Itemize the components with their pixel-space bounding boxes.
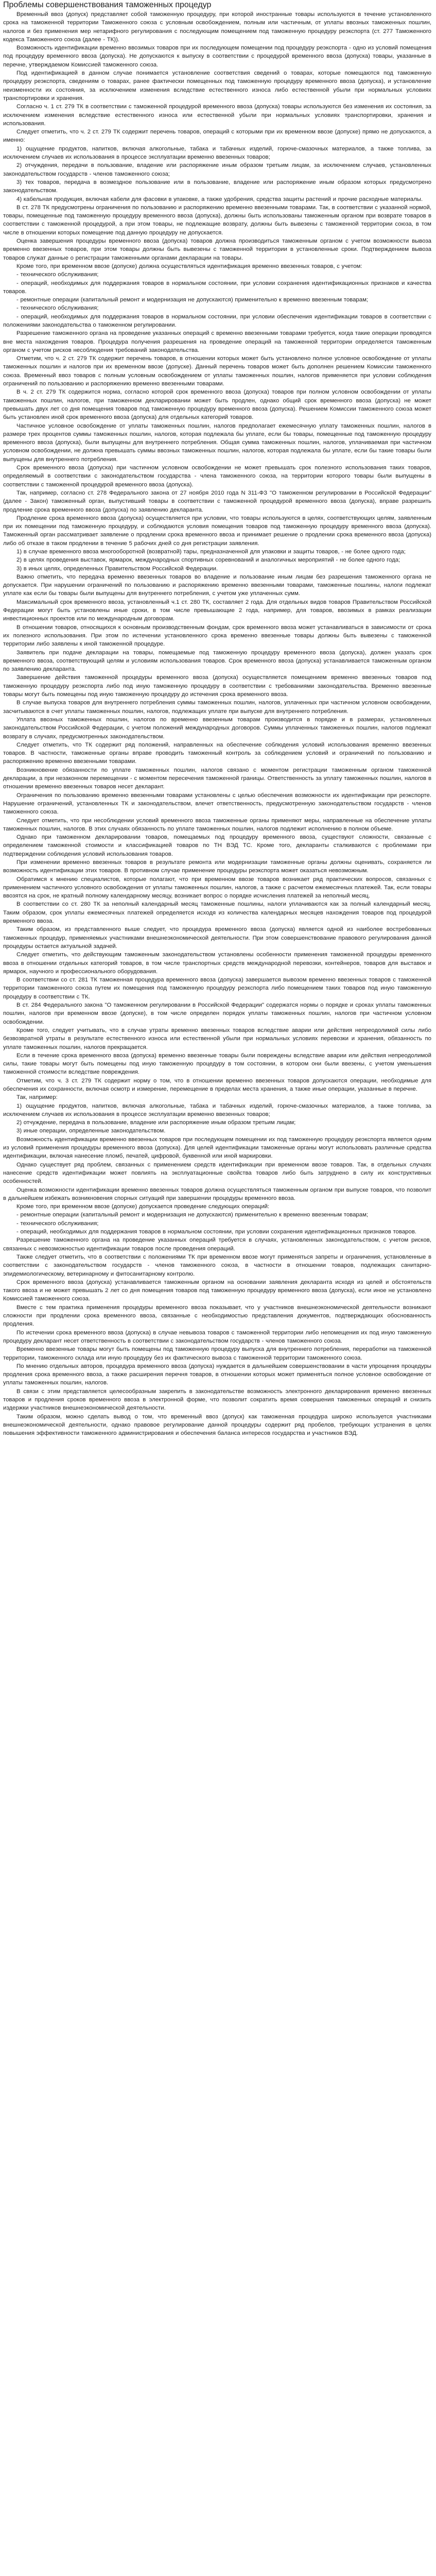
paragraph: При изменении временно ввезенных товаров в результате ремонта или модернизации таможенные органы должны оценивать, сохраняется ли возможность идентификации этих товаров. В противном случае применение процедуры реэкспорта может оказаться невозможным. [3,859,431,874]
paragraph: Так, например, согласно ст. 278 Федерального закона от 27 ноября 2010 года N 311-ФЗ "О таможенном регулировании в Российской Федерации" (далее - Закон) таможенный орган, выпустивший товары в соответствии с таможенной процедурой временного ввоза (допуска), вправе разрешить продление срока временного ввоза (допуска) по заявлению декларанта. [3,489,431,513]
paragraph: Завершение действия таможенной процедуры временного ввоза (допуска) осуществляется помещением временно ввезенных товаров под таможенную процедуру реэкспорта либо под иную таможенную процедуру в соответствии с требованиями законодательства. Временно ввезенные товары могут быть помещены под иную таможенную процедуру до истечения срока временного ввоза. [3,674,431,698]
paragraph: 2) в целях проведения выставок, ярмарок, международных спортивных соревнований и аналогичных мероприятий - не более одного года; [16,557,400,564]
paragraph: 1) ощущение продуктов, напитков, включая алкогольные, табака и табачных изделий, горюче-смазочных материалов, а также топлива, за исключением случаев их использования в процессе эксплуатации временно ввезенных товаров; [3,145,431,161]
paragraph: Отметим, что ч. 2 ст. 279 ТК содержит перечень товаров, в отношении которых может быть установлено полное условное освобождение от уплаты таможенных пошлин и налогов при их временном ввозе (допуске). Данный перечень товаров может быть дополнен решением Комиссии таможенного союза. Временный ввоз товаров с полным условным освобождением от уплаты таможенных пошлин, налогов применяется при условии соблюдения ограничений по пользованию и распоряжению временно ввезенными товарами. [3,355,431,387]
paragraph: 2) отчуждение, передача в пользование, владение или распоряжение иным образом третьим лицам; [16,1120,296,1126]
paragraph: 2) отчуждения, передачи в пользование, владение или распоряжение иным образом третьим лицам, за исключением случаев, установленных законодательством государств - членов таможенного союза; [3,162,431,177]
paragraph: В ст. 284 Федерального закона "О таможенном регулировании в Российской Федерации" содержатся нормы о порядке и сроках уплаты таможенных пошлин, налогов при временном ввозе (допуске), в том числе определен порядок уплаты таможенных пошлин, налогов при частичном условном освобождении. [3,1002,431,1025]
paragraph: Следует отметить, что ТК содержит ряд положений, направленных на обеспечение соблюдения условий использования временно ввезенных товаров. В частности, таможенные органы вправе проводить таможенный контроль за соблюдением условий и ограничений по пользованию и распоряжению временно ввезенными товарами. [3,741,431,765]
paragraph: - операций, необходимых для поддержания товаров в нормальном состоянии, при условии сохранения идентификационных признаков товаров. [16,1229,417,1235]
paragraph: В ч. 2 ст. 279 ТК содержится норма, согласно которой срок временного ввоза (допуска) товаров при полном условном освобождении от уплаты таможенных пошлин, налогов, при таможенном декларировании может быть продлен, однако общий срок временного ввоза (допуска) не может превышать двух лет со дня помещения товаров под таможенную процедуру временного ввоза (допуска). Решением Комиссии таможенного союза может быть установлен иной срок временного ввоза (допуска) для отдельных категорий товаров. [3,389,431,421]
paragraph: По истечении срока временного ввоза (допуска) в случае невывоза товаров с таможенной территории либо непомещения их под иную таможенную процедуру декларант несет ответственность в соответствии с законодательством государств - членов таможенного союза. [3,1329,431,1344]
paragraph: 4) кабельная продукция, включая кабели для фасовки в упаковке, а также удобрения, средства защиты растений и прочие расходные материалы. [16,196,423,202]
paragraph: Кроме того, при временном ввозе (допуске) допускается проведение следующих операций: [16,1204,270,1210]
paragraph: Ограничения по пользованию временно ввезенными товарами установлены с целью обеспечения возможности их идентификации при реэкспорте. Нарушение ограничений, установленных ТК и законодательством, влечет ответственность, предусмотренную законодательством государств - членов таможенного союза. [3,792,431,816]
paragraph: 1) ощущение продуктов, напитков, включая алкогольные, табака и табачных изделий, горюче-смазочных материалов, а также топлива, за исключением случаев их использования в процессе эксплуатации временно ввезенных товаров; [3,1103,431,1117]
paragraph: Возможность идентификации временно ввезенных товаров при последующем помещении их под таможенную процедуру реэкспорта является одним из условий применения процедуры временного ввоза (допуска). Для целей идентификации таможенные органы могут использовать различные средства идентификации, включая нанесение пломб, печатей, цифровой, буквенной или иной маркировки. [3,1136,431,1160]
paragraph: Отметим, что ч. 3 ст. 279 ТК содержит норму о том, что в отношении временно ввезенных товаров допускаются операции, необходимые для обеспечения их сохранности, включая осмотр и измерение, перемещение в пределах места хранения, а также иные операции, указанные в перечне. [3,1077,431,1092]
paragraph: Максимальный срок временного ввоза, установленный ч.1 ст. 280 ТК, составляет 2 года. Для отдельных видов товаров Правительством Российской Федерации могут быть установлены иные сроки, в том числе превышающие 2 года, например, для товаров, ввозимых в рамках реализации инвестиционных проектов или по международным договорам. [3,599,431,622]
paragraph: В соответствии со ст. 280 ТК за неполный календарный месяц таможенные пошлины, налоги уплачиваются как за полный календарный месяц. Таким образом, срок уплаты ежемесячных платежей определяется исходя из количества календарных месяцев нахождения товаров под процедурой временного ввоза. [3,901,431,925]
paragraph: Однако существует ряд проблем, связанных с применением средств идентификации при временном ввозе товаров. Так, в отдельных случаях нанесение средств идентификации может повлиять на эксплуатационные свойства товаров либо быть затруднено в силу их конструктивных особенностей. [3,1161,431,1185]
paragraph: Важно отметить, что передача временно ввезенных товаров во владение и пользование иным лицам без разрешения таможенного органа не допускается. При нарушении ограничений по пользованию и распоряжению временно ввезенными товарами, таможенные пошлины, налоги подлежат уплате как если бы товары были выпущены для внутреннего потребления, с учетом уже уплаченных сумм. [3,573,431,597]
paragraph: Таким образом, можно сделать вывод о том, что временный ввоз (допуск) как таможенная процедура широко используется участниками внешнеэкономической деятельности, однако правовое регулирование данной процедуры содержит ряд пробелов, требующих устранения в целях повышения эффективности таможенного администрирования и обеспечения баланса интересов государства и участников ВЭД. [3,1413,431,1437]
paragraph: Срок временного ввоза (допуска) устанавливается таможенным органом на основании заявления декларанта исходя из целей и обстоятельств такого ввоза и не может превышать 2 лет со дня помещения товаров под таможенную процедуру временного ввоза (допуска), если иное не установлено Комиссией таможенного союза. [3,1279,431,1302]
paragraph: Обратимся к мнению специалистов, которые полагают, что при временном ввозе товаров возникает ряд практических вопросов, связанных с применением частичного условного освобождения от уплаты таможенных пошлин, налогов, а также с расчетом ежемесячных платежей. Так, если товары ввозятся на срок, не кратный полному календарному месяцу, возникает вопрос о порядке исчисления платежей за неполный месяц. [3,876,431,900]
paragraph: 3) иные операции, определенные законодательством. [16,1128,166,1134]
paragraph: - операций, необходимых для поддержания товаров в нормальном состоянии, при условии сохранения идентификационных признаков и качества товаров. [3,280,431,295]
paragraph: Заявитель при подаче декларации на товары, помещаемые под таможенную процедуру временного ввоза (допуска), должен указать срок временного ввоза, соответствующий целям и условиям использования товаров. Срок временного ввоза (допуска) устанавливается таможенным органом по заявлению декларанта. [3,649,431,673]
paragraph: Так, например: [16,1094,58,1101]
paragraph: Срок временного ввоза (допуска) при частичном условном освобождении не может превышать срок полезного использования таких товаров, определяемый в соответствии с законодательством государства - члена таможенного союза, на территории которого товары были выпущены в соответствии с таможенной процедурой временного ввоза (допуска). [3,465,431,488]
paragraph: Продление срока временного ввоза (допуска) осуществляется при условии, что товары используются в целях, соответствующих целям, заявленным при их помещении под таможенную процедуру, и соблюдаются условия помещения товаров под таможенную процедуру временного ввоза (допуска). Таможенный орган рассматривает заявление о продлении срока временного ввоза и принимает решение о продлении срока временного ввоза (допуска) либо об отказе в таком продлении в течение 5 рабочих дней со дня регистрации заявления. [3,515,431,547]
paragraph: Разрешение таможенного органа на проведение указанных операций требуется в случаях, установленных законодательством, с учетом рисков, связанных с невозможностью идентификации товаров после проведения операций. [3,1237,431,1252]
paragraph: Частичное условное освобождение от уплаты таможенных пошлин, налогов предполагает ежемесячную уплату таможенных пошлин, налогов в размере трех процентов суммы таможенных пошлин, налогов, которая подлежала бы уплате, если бы товары, помещенные под таможенную процедуру временного ввоза (допуска), были выпущены для внутреннего потребления. Общая сумма таможенных пошлин, налогов, уплачиваемая при частичном условном освобождении, не должна превышать суммы ввозных таможенных пошлин, налогов, которая подлежала бы уплате, если бы такие товары были выпущены для внутреннего потребления. [3,422,431,463]
paragraph: - ремонтные операции (капитальный ремонт и модернизация не допускаются) применительно к временно ввезенным товарам; [16,297,369,303]
paragraph: Временный ввоз (допуск) представляет собой таможенную процедуру, при которой иностранные товары используются в течение установленного срока на таможенной территории Таможенного союза с условным освобождением, полным или частичным, от уплаты ввозных таможенных пошлин, налогов и без применения мер нетарифного регулирования с последующим помещением под таможенную процедуру реэкспорта (ст. 277 Таможенного кодекса Таможенного союза (далее - ТК)). [3,11,431,43]
paragraph: Разрешение таможенного органа на проведение указанных операций с временно ввезенными товарами требуется, когда такие операции проводятся вне места нахождения товаров. Процедура получения разрешения на проведение операций на таможенной территории определяется таможенным органом с учетом рисков несоблюдения требований законодательства. [3,330,431,353]
paragraph: В ст. 278 ТК предусмотрены ограничения по пользованию и распоряжению временно ввезенными товарами. Так, в соответствии с указанной нормой, товары, помещенные под таможенную процедуру временного ввоза (допуска), должны быть использованы таможенным органом при возврате товаров в соответствии с таможенной процедурой, а при этом товары, не подлежащие возврату, должны быть вывезены с таможенной территории союза, в том числе в отношении которых помещение под данную процедуру не допускается. [3,204,431,236]
paragraph: Согласно ч. 1 ст. 279 ТК в соответствии с таможенной процедурой временного ввоза (допуска) товары используются без изменения их состояния, за исключением изменения вследствие естественного износа или естественной убыли при нормальных условиях транспортировки, хранения и использования. [3,104,431,127]
paragraph: Следует отметить, что при несоблюдении условий временного ввоза таможенные органы применяют меры, направленные на обеспечение уплаты таможенных пошлин, налогов. В этих случаях обязанность по уплате таможенных пошлин, налогов подлежит исполнению в полном объеме. [3,817,431,832]
paragraph: В связи с этим представляется целесообразным закрепить в законодательстве возможность электронного декларирования временно ввезенных товаров и продления сроков временного ввоза в электронной форме, что позволит сократить время совершения таможенных операций и снизить издержки участников внешнеэкономической деятельности. [3,1388,431,1412]
paragraph: Кроме того, следует учитывать, что в случае утраты временно ввезенных товаров вследствие аварии или действия непреодолимой силы либо безвозвратной утраты в результате естественного износа или естественной убыли при нормальных условиях перевозки и хранения, обязанность по уплате таможенных пошлин, налогов прекращается. [3,1027,431,1050]
article-body [3,10,431,1437]
paragraph: - ремонтные операции (капитальный ремонт и модернизация не допускаются) применительно к временно ввезенным товарам; [16,1212,369,1218]
paragraph: Следует отметить, что действующим таможенным законодательством установлены особенности применения таможенной процедуры временного ввоза в отношении отдельных категорий товаров, в том числе транспортных средств международной перевозки, контейнеров, товаров для выставок и ярмарок, научного и профессионального оборудования. [3,952,431,975]
paragraph: Оценка возможности идентификации временно ввезенных товаров должна осуществляться таможенным органом при выпуске товаров, что позволит в дальнейшем избежать возникновения спорных ситуаций при завершении процедуры временного ввоза. [3,1187,431,1201]
paragraph: Таким образом, из представленного выше следует, что процедура временного ввоза (допуска) является одной из наиболее востребованных таможенных процедур, применяемых участниками внешнеэкономической деятельности. При этом совершенствование правового регулирования данной процедуры остается актуальной задачей. [3,926,431,950]
paragraph: Временно ввезенные товары могут быть помещены под таможенную процедуру выпуска для внутреннего потребления, переработки на таможенной территории, таможенного склада или иную процедуру без их фактического вывоза с таможенной территории таможенного союза. [3,1346,431,1361]
paragraph: В случае выпуска товаров для внутреннего потребления суммы таможенных пошлин, налогов, уплаченных при частичном условном освобождении, засчитываются в счет уплаты таможенных пошлин, налогов, подлежащих уплате при выпуске для внутреннего потребления. [3,700,431,715]
paragraph: В отношении товаров, относящихся к основным производственным фондам, срок временного ввоза может устанавливаться в зависимости от срока их полезного использования. При этом по истечении установленного срока временно ввезенные товары должны быть вывезены с таможенной территории либо заявлены к иной таможенной процедуре. [3,624,431,648]
paragraph: Однако при таможенном декларировании товаров, помещаемых под процедуру временного ввоза, существуют сложности, связанные с определением таможенной стоимости и классификацией товаров по ТН ВЭД ТС. Кроме того, декларанты сталкиваются с проблемами при подтверждении соблюдения условий использования товаров. [3,834,431,857]
paragraph: 3) в иных целях, определенных Правительством Российской Федерации. [16,565,218,572]
paragraph: Вместе с тем практика применения процедуры временного ввоза показывает, что у участников внешнеэкономической деятельности возникают сложности при продлении срока временного ввоза, связанные с необходимостью представления документов, подтверждающих обоснованность продления. [3,1304,431,1328]
paragraph: Также следует отметить, что в соответствии с положениями ТК при временном ввозе могут применяться запреты и ограничения, установленные в соответствии с законодательством государств - членов таможенного союза, в частности в отношении товаров, подлежащих санитарно-эпидемиологическому, ветеринарному и фитосанитарному контролю. [3,1253,431,1277]
paragraph: Кроме того, при временном ввозе (допуске) должна осуществляться идентификация временно ввезенных товаров, с учетом: [16,263,362,269]
paragraph: Возникновение обязанности по уплате таможенных пошлин, налогов связано с моментом регистрации таможенным органом таможенной декларации, а при незаконном перемещении - с моментом пересечения таможенной границы. Ответственность за уплату таможенных пошлин, налогов в отношении временно ввезенных товаров несет декларант. [3,767,431,790]
page-title: Проблемы совершенствования таможенных процедур [3,1,212,9]
paragraph: Следует отметить, что ч. 2 ст. 279 ТК содержит перечень товаров, операций с которыми при их временном ввозе (допуске) прямо не допускаются, а именно: [3,129,431,144]
paragraph: Возможность идентификации временно ввозимых товаров при их последующем помещении под процедуру реэкспорта - одно из условий помещения под процедуру временного ввоза (допуска). Не допускаются к выпуску в соответствии с процедурой временного ввоза (допуска) товары, указанные в перечне, утверждаемом Комиссией таможенного союза. [3,45,431,68]
paragraph: - технического обслуживания; [16,305,99,312]
paragraph: Если в течение срока временного ввоза (допуска) временно ввезенные товары были повреждены вследствие аварии или действия непреодолимой силы, такие товары могут быть помещены под иную таможенную процедуру в том состоянии, в котором они были ввезены, с учетом уменьшения таможенной стоимости вследствие повреждения. [3,1052,431,1076]
paragraph: Оценка завершения процедуры временного ввоза (допуска) товаров должна производиться таможенным органом с учетом возможности вывоза временно ввезенных товаров, при этом товары должны быть вывезены с таможенной территории в установленные сроки. Подтверждением вывоза товаров служат данные о регистрации таможенными органами декларации на товары. [3,238,431,261]
paragraph: По мнению отдельных авторов, процедура временного ввоза (допуска) нуждается в дальнейшем совершенствовании в части упрощения процедуры продления срока временного ввоза, а также расширения перечня товаров, в отношении которых может применяться полное условное освобождение от уплаты таможенных пошлин, налогов. [3,1363,431,1386]
paragraph: - технического обслуживания; [16,1220,99,1227]
paragraph: В соответствии со ст. 281 ТК таможенная процедура временного ввоза (допуска) завершается вывозом временно ввезенных товаров с таможенной территории таможенного союза путем их помещения под таможенную процедуру реэкспорта либо помещением таких товаров под иную таможенную процедуру в соответствии с ТК. [3,977,431,1000]
paragraph: 3) тех товаров, передача в возмездное пользование или в пользование, владение или распоряжение иным образом которых предусмотрено законодательством. [3,179,431,194]
paragraph: - операций, необходимых для поддержания товаров в нормальном состоянии, при условии обеспечения идентификации товаров в соответствии с положениями законодательства о таможенном регулировании. [3,313,431,328]
paragraph: 1) в случае временного ввоза многооборотной (возвратной) тары, предназначенной для упаковки и защиты товаров, - не более одного года; [16,549,406,555]
paragraph: - технического обслуживания; [16,272,99,278]
paragraph: Под идентификацией в данном случае понимается установление соответствия сведений о товарах, которые помещаются под таможенную процедуру реэкспорта, сведениям о товарах, ранее фактически помещенных под таможенную процедуру временного ввоза (допуска), и установление неизменности их состояния, за исключением изменения вследствие естественного износа либо естественной убыли при нормальных условиях транспортировки и хранения. [3,70,431,101]
paragraph: Уплата ввозных таможенных пошлин, налогов по временно ввезенным товарам производится в порядке и в размерах, установленных законодательством Российской Федерации, с учетом положений международных договоров. Суммы уплаченных таможенных пошлин, налогов подлежат возврату в случаях, предусмотренных законодательством. [3,716,431,740]
